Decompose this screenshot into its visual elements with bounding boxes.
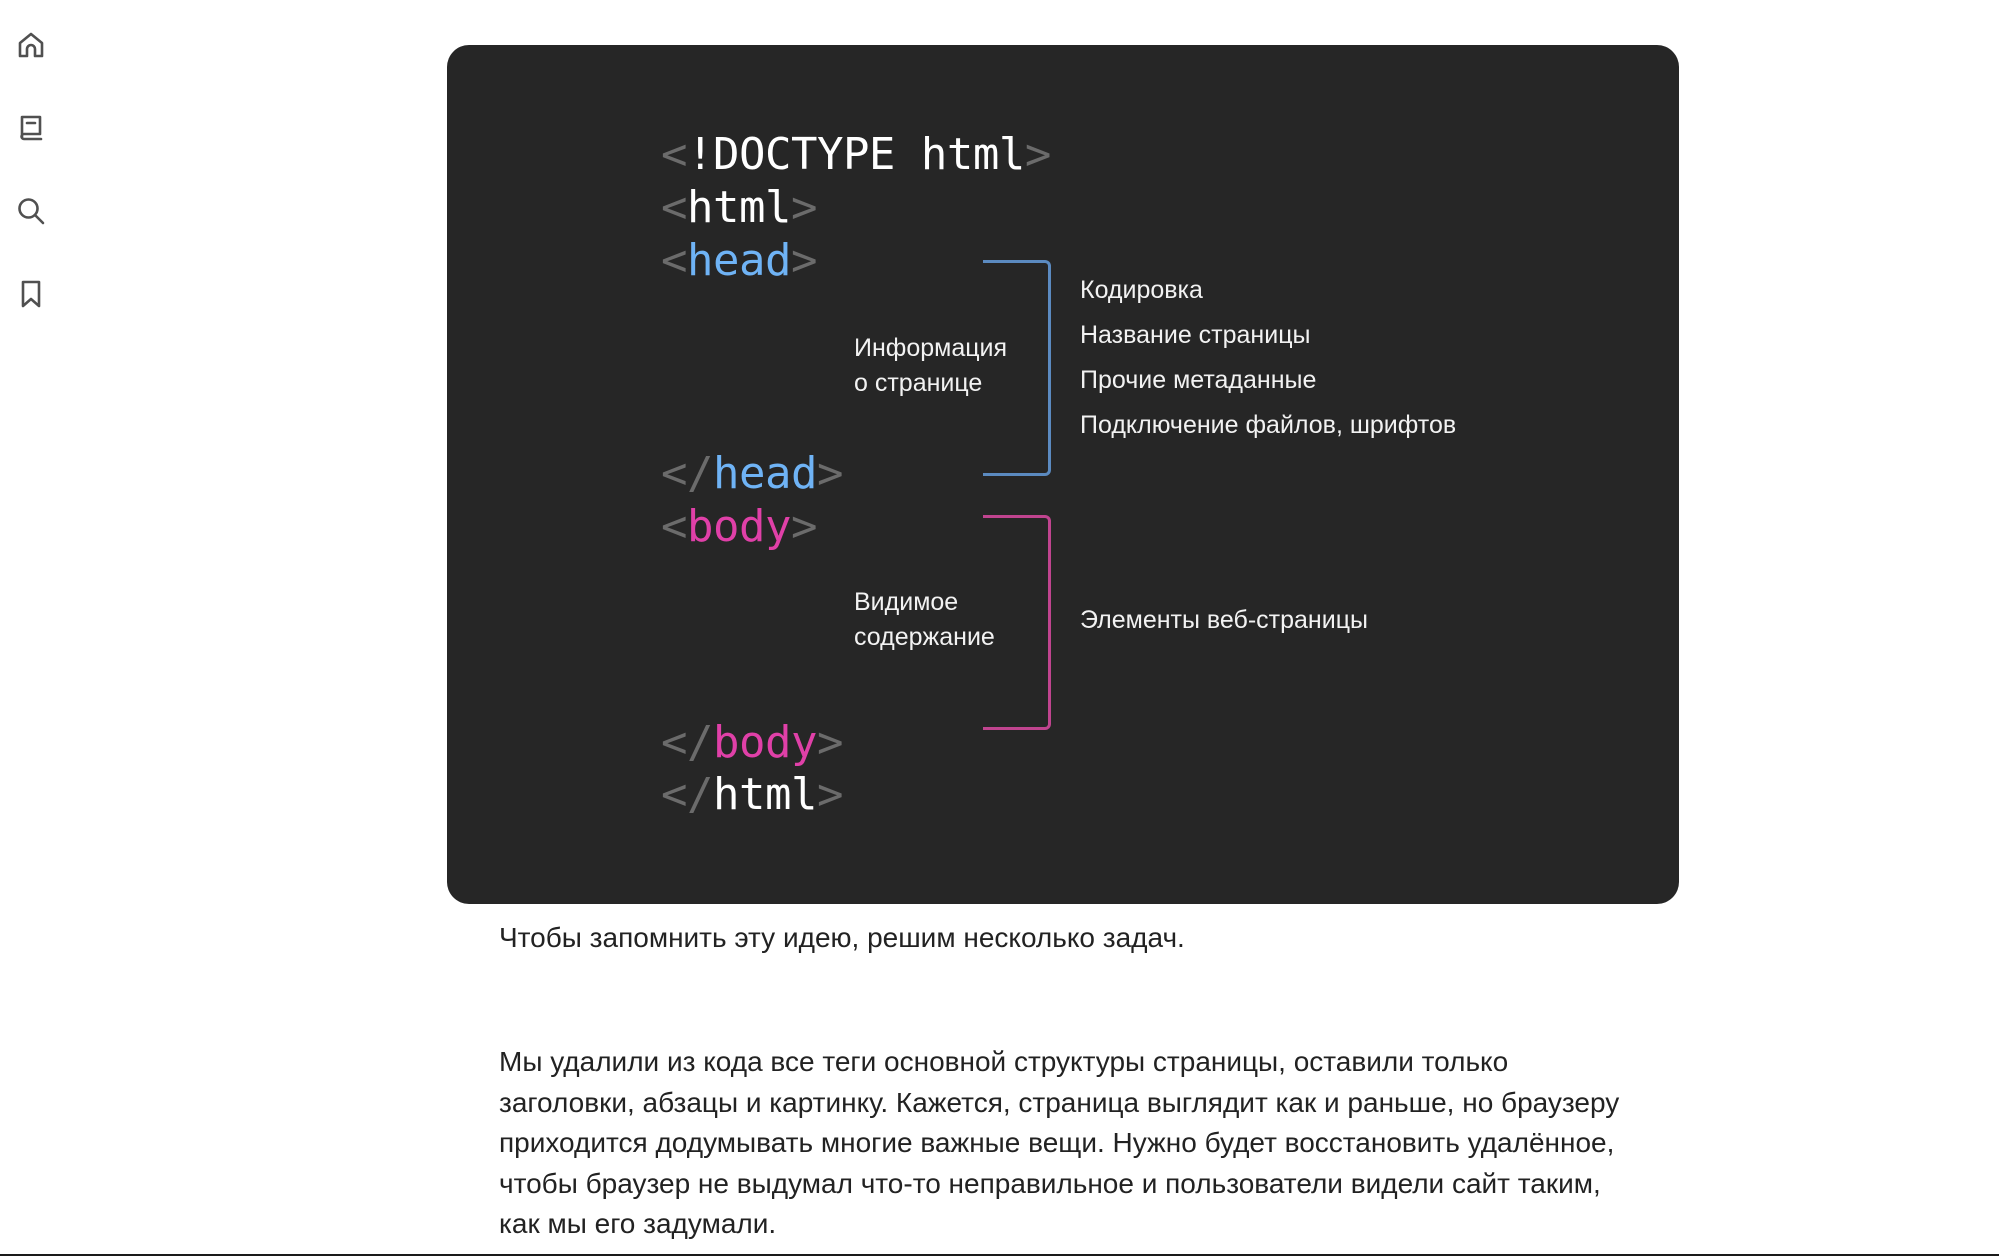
tag-open-punct: < xyxy=(661,501,687,552)
tag-close-punct: > xyxy=(790,501,817,552)
tag-open-punct: < xyxy=(661,235,687,286)
body-label-line1: Видимое xyxy=(854,588,959,616)
tag-name: html xyxy=(712,769,817,820)
tag-name: html xyxy=(687,182,791,233)
tag-open-punct: </ xyxy=(661,717,713,768)
tag-name: !DOCTYPE html xyxy=(687,129,1025,180)
head-item-metadata: Прочие метаданные xyxy=(1080,366,1317,394)
head-item-title: Название страницы xyxy=(1080,321,1311,349)
body-label-line2: содержание xyxy=(854,623,995,651)
tag-close-punct: > xyxy=(816,769,843,820)
home-icon[interactable] xyxy=(14,28,48,62)
book-icon[interactable] xyxy=(14,111,48,145)
body-item-elements: Элементы веб-страницы xyxy=(1080,606,1368,634)
tag-open-punct: </ xyxy=(661,769,713,820)
tag-close-punct: > xyxy=(790,182,817,233)
search-icon[interactable] xyxy=(14,194,48,228)
code-head-close xyxy=(661,448,843,500)
head-item-encoding: Кодировка xyxy=(1080,276,1203,304)
head-item-files-fonts: Подключение файлов, шрифтов xyxy=(1080,411,1457,439)
tag-name: head xyxy=(687,235,791,286)
tag-open-punct: </ xyxy=(661,448,713,499)
bookmark-icon[interactable] xyxy=(14,277,48,311)
code-html-open xyxy=(661,182,817,234)
tag-close-punct: > xyxy=(816,448,843,499)
head-label xyxy=(854,331,1007,401)
tag-open-punct: < xyxy=(661,182,687,233)
tag-close-punct: > xyxy=(816,717,843,768)
code-head-open xyxy=(661,235,817,287)
tag-name: body xyxy=(687,501,791,552)
paragraph-task: Мы удалили из кода все теги основной структуры страницы, оставили только заголовки, абзацы и картинку. Кажется, страница выглядит как и раньше, но браузеру приходится додумывать многие важные вещи. Нужно будет восстановить удалённое, чтобы браузер не выдумал что-то неправильное и пользователи видели сайт таким, как мы его задумали. xyxy=(499,1046,1620,1239)
code-body-close xyxy=(661,717,843,769)
code-body-open xyxy=(661,501,817,553)
tag-open-punct: < xyxy=(661,129,687,180)
tag-close-punct: > xyxy=(1024,129,1051,180)
code-doctype xyxy=(661,129,1051,181)
tag-close-punct: > xyxy=(790,235,817,286)
code-html-close xyxy=(661,769,843,821)
sidebar xyxy=(0,0,64,1254)
paragraph-intro: Чтобы запомнить эту идею, решим несколько задач. xyxy=(499,922,1185,953)
html-structure-diagram xyxy=(447,45,1679,904)
head-label-line1: Информация xyxy=(854,334,1008,362)
head-label-line2: о странице xyxy=(854,369,983,397)
body-label xyxy=(854,585,995,655)
tag-name: body xyxy=(712,717,817,768)
tag-name: head xyxy=(712,448,817,499)
